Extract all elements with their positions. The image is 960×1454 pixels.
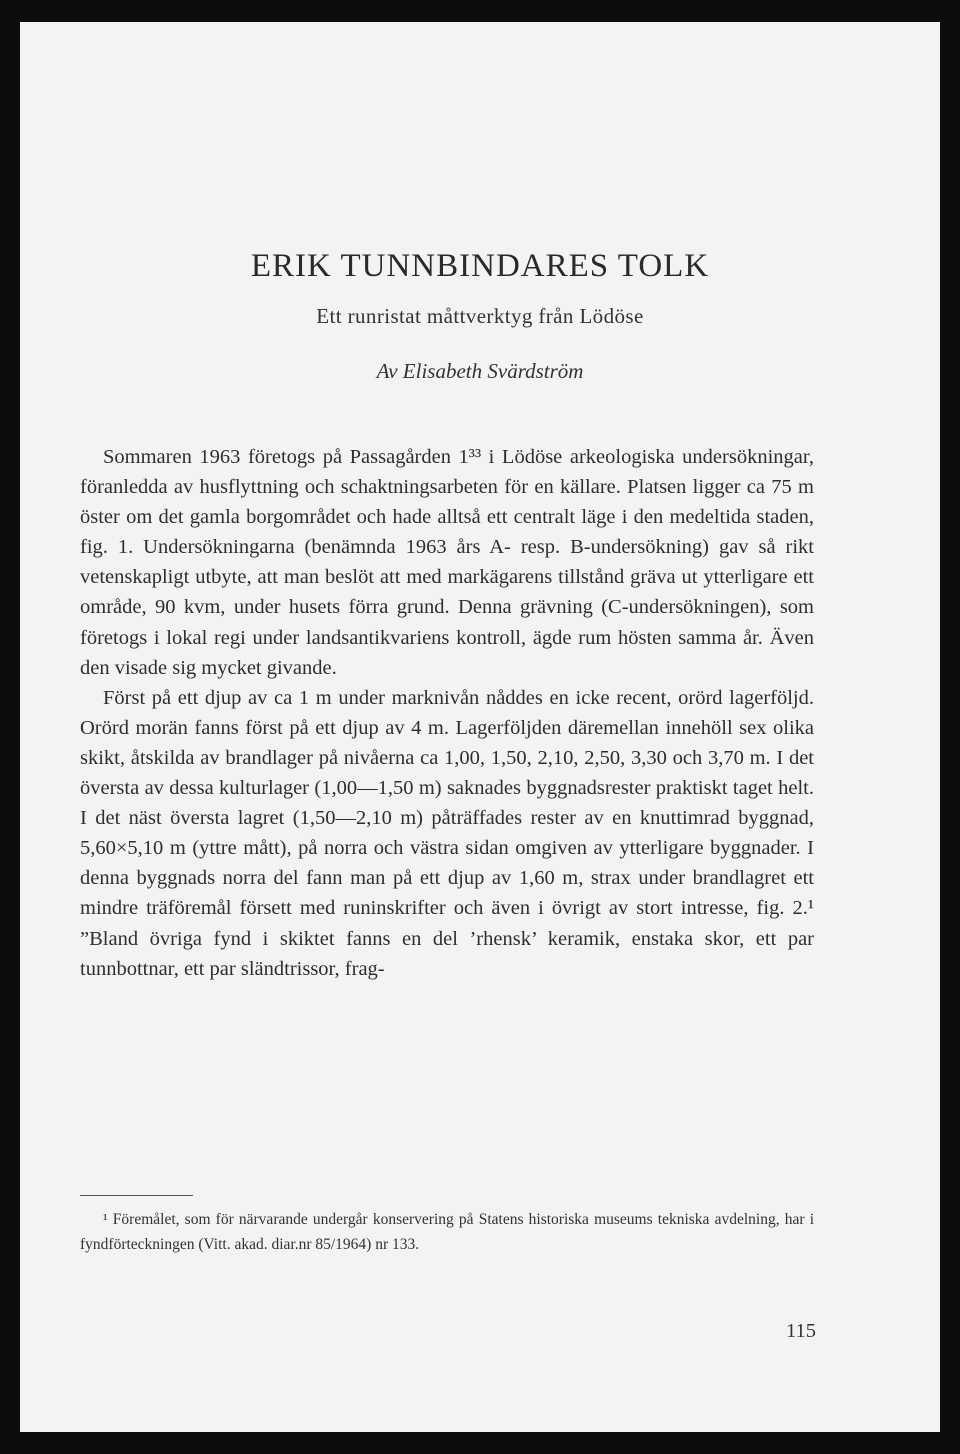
article-title: ERIK TUNNBINDARES TOLK <box>250 248 710 284</box>
paragraph-1: Sommaren 1963 företogs på Passagården 1³³ i Lödöse arkeologiska undersökningar, föranledda av husflyttning och schaktningsarbeten för en källare. Platsen ligger ca 75 m öster om det gamla borgområdet och hade alltså ett centralt läge i den medeltida staden, fig. 1. Undersökningarna (benämnda 1963 års A- resp. B-undersökning) gav så rikt vetenskapligt utbyte, att man beslöt att med markägarens tillstånd gräva ut ytterligare ett område, 90 kvm, under husets förra grund. Denna grävning (C-undersökningen), som företogs i lokal regi under landsantikvariens kontroll, ägde rum hösten samma år. Även den visade sig mycket givande. <box>80 446 814 679</box>
article-author: Av Elisabeth Svärdström <box>376 359 584 383</box>
footnote-1: ¹ Föremålet, som för närvarande undergår konservering på Statens historiska museums tekniska avdelning, har i fyndförteckningen (Vitt. akad. diar.nr 85/1964) nr 133. <box>80 1211 814 1253</box>
article-body <box>80 442 814 984</box>
footnote-divider <box>80 1195 193 1196</box>
paragraph-2: Först på ett djup av ca 1 m under marknivån nåddes en icke recent, orörd lagerföljd. Orörd morän fanns först på ett djup av 4 m. Lagerföljden däremellan innehöll sex olika skikt, åtskilda av brandlager på nivåerna ca 1,00, 1,50, 2,10, 2,50, 3,30 och 3,70 m. I det översta av dessa kulturlager (1,00—1,50 m) saknades byggnadsrester praktiskt taget helt. I det näst översta lagret (1,50—2,10 m) påträffades rester av en knuttimrad byggnad, 5,60×5,10 m (yttre mått), på norra och västra sidan omgiven av ytterligare byggnader. I denna byggnads norra del fann man på ett djup av 1,60 m, strax under brandlagret ett mindre träföremål försett med runinskrifter och även i övrigt av stort intresse, fig. 2.¹ ”Bland övriga fynd i skiktet fanns en del ’rhensk’ keramik, enstaka skor, ett par tunnbottnar, ett par sländtrissor, frag- <box>80 686 814 980</box>
article-subtitle: Ett runristat måttverktyg från Lödöse <box>316 304 644 328</box>
document-page <box>20 22 940 1432</box>
page-number: 115 <box>786 1320 816 1342</box>
